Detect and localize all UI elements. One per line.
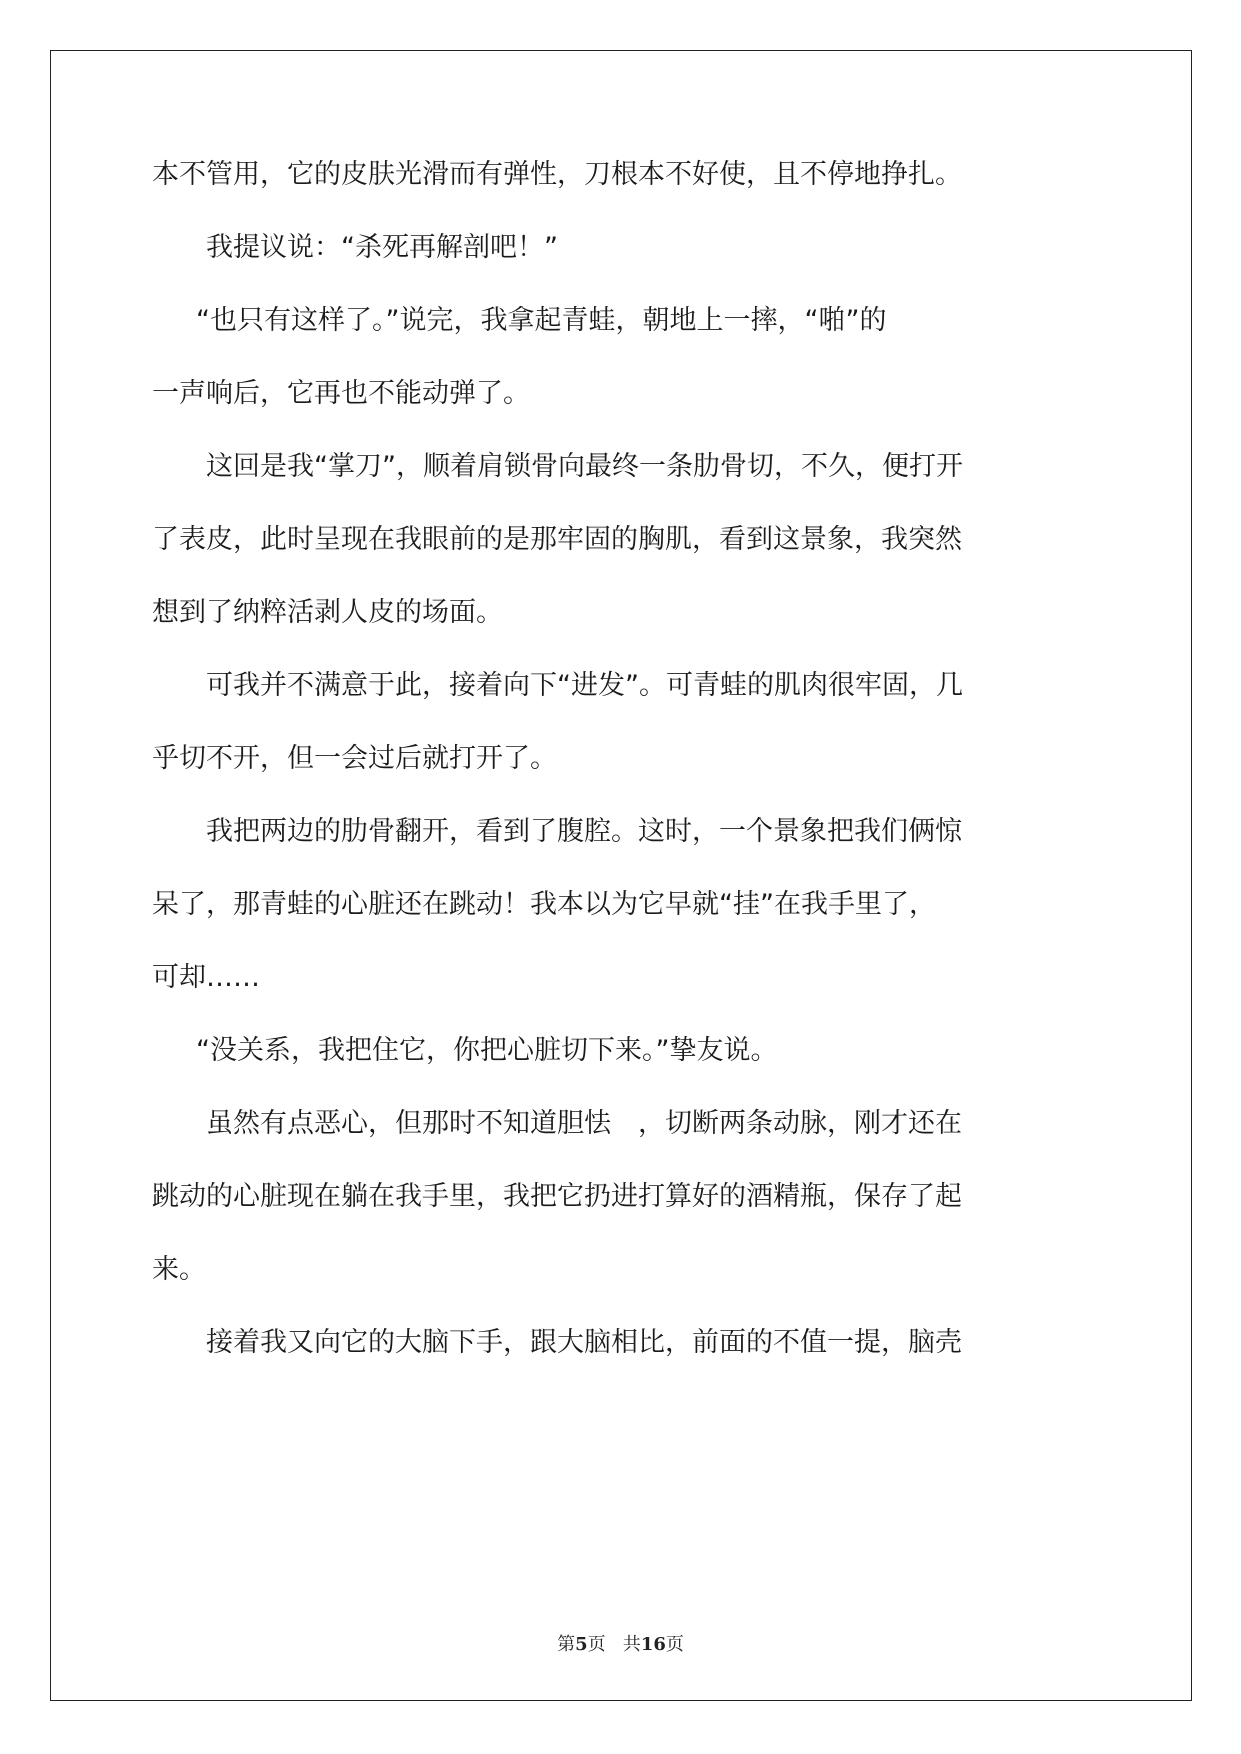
- text-line: 我把两边的肋骨翻开，看到了腹腔。这时，一个景象把我们俩惊: [206, 816, 962, 847]
- text-line: 来。: [152, 1254, 206, 1285]
- text-line: 虽然有点恶心，但那时不知道胆怯 ，切断两条动脉，刚才还在: [206, 1108, 962, 1139]
- page-number: 5: [575, 1634, 588, 1655]
- page-footer: [0, 1634, 1241, 1656]
- page-prefix: 第: [557, 1634, 576, 1655]
- text-line: 可我并不满意于此，接着向下“进发”。可青蛙的肌肉很牢固，几: [206, 670, 963, 701]
- text-line: “没关系，我把住它，你把心脏切下来。”挚友说。: [196, 1035, 778, 1066]
- text-line: 想到了纳粹活剥人皮的场面。: [152, 597, 503, 628]
- text-line: 可却……: [152, 962, 260, 993]
- page-suffix: 页: [587, 1634, 606, 1655]
- text-line: 乎切不开，但一会过后就打开了。: [152, 743, 557, 774]
- text-line: 本不管用，它的皮肤光滑而有弹性，刀根本不好使，且不停地挣扎。: [152, 159, 962, 190]
- text-line: 跳动的心脏现在躺在我手里，我把它扔进打算好的酒精瓶，保存了起: [152, 1181, 962, 1212]
- text-line: 这回是我“掌刀”，顺着肩锁骨向最终一条肋骨切，不久，便打开: [206, 451, 963, 482]
- page-border: [50, 50, 1192, 1701]
- text-line: 一声响后，它再也不能动弹了。: [152, 378, 530, 409]
- text-line: 了表皮，此时呈现在我眼前的是那牢固的胸肌，看到这景象，我突然: [152, 524, 962, 555]
- total-prefix: 共: [622, 1634, 641, 1655]
- text-line: “也只有这样了。”说完，我拿起青蛙，朝地上一摔，“啪”的: [196, 305, 887, 336]
- total-pages: 16: [640, 1634, 666, 1655]
- total-suffix: 页: [665, 1634, 684, 1655]
- text-line: 呆了，那青蛙的心脏还在跳动！我本以为它早就“挂”在我手里了，: [152, 889, 936, 920]
- text-line: 接着我又向它的大脑下手，跟大脑相比，前面的不值一提，脑壳: [206, 1327, 962, 1358]
- text-line: 我提议说：“杀死再解剖吧！”: [206, 232, 558, 263]
